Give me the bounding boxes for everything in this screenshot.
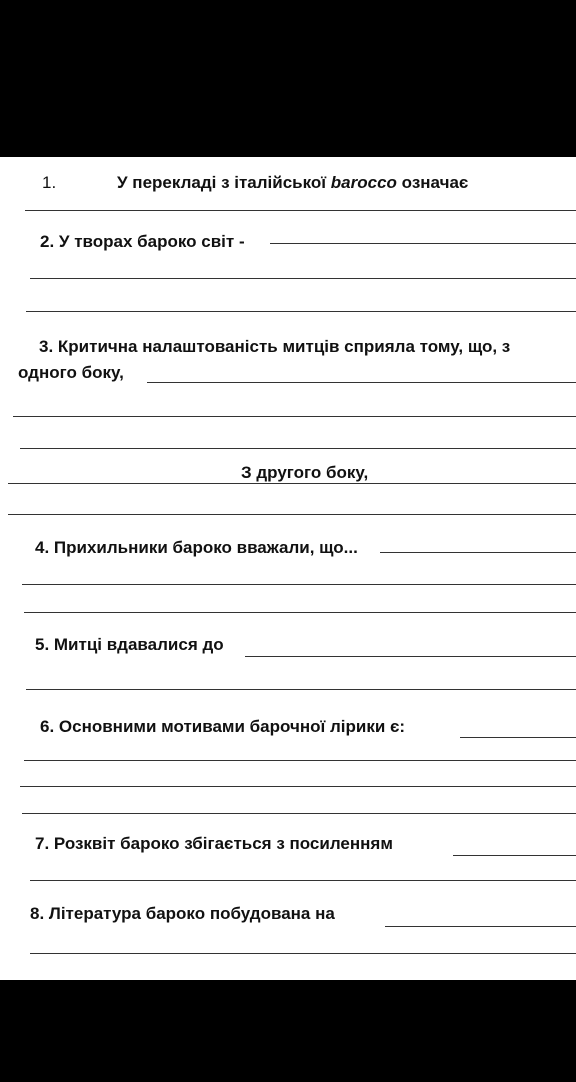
question-1-number: 1. [42,173,57,192]
answer-line-6b [24,760,576,761]
question-3-line-2: одного боку, [18,363,124,382]
answer-line-3d [8,483,576,484]
question-8-text: 8. Література бароко побудована на [30,904,335,923]
answer-line-2b [30,278,576,279]
question-2-text [40,232,245,252]
answer-line-6a [460,737,576,738]
question-2-body: . У творах бароко світ - [49,232,245,251]
answer-line-3a [147,382,576,383]
answer-line-3b [13,416,576,417]
question-3-line-1: 3. Критична налаштованість митців сприяла тому, що, з [39,337,511,356]
question-1-text-a: У перекладі з італійської [117,173,331,192]
answer-line-1a [25,210,576,211]
question-2-number: 2 [40,232,50,251]
question-1-text-b: означає [396,173,469,192]
answer-line-7a [453,855,576,856]
worksheet-page [0,157,576,980]
answer-line-4b [22,584,576,585]
answer-line-5a [245,656,576,657]
answer-line-8b [30,953,576,954]
answer-line-3c [20,448,576,449]
question-1-term: barocco [330,173,397,192]
answer-line-3e [8,514,576,515]
answer-line-4a [380,552,576,553]
answer-line-2a [270,243,576,244]
answer-line-8a [385,926,576,927]
question-4-text: 4. Прихильники бароко вважали, що... [35,538,358,557]
answer-line-4c [24,612,576,613]
question-3-second-side: З другого боку, [241,463,369,482]
question-5-text: 5. Митці вдавалися до [35,635,224,654]
answer-line-6d [22,813,576,814]
question-1-text [117,173,468,193]
answer-line-5b [26,689,576,690]
answer-line-2c [26,311,576,312]
answer-line-7b [30,880,576,881]
answer-line-6c [20,786,576,787]
question-6-text: 6. Основними мотивами барочної лірики є: [40,717,406,736]
question-7-text: 7. Розквіт бароко збігається з посиленням [35,834,393,853]
